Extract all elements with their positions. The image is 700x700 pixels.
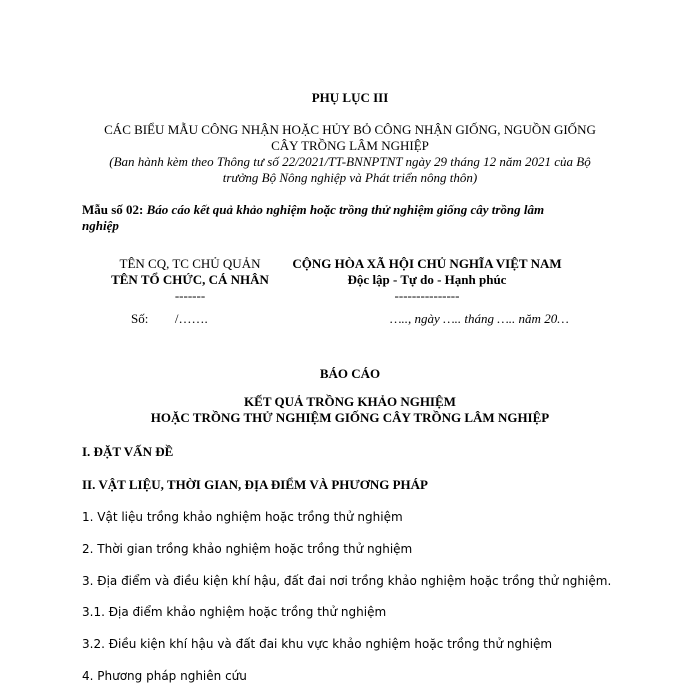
report-title: BÁO CÁO xyxy=(319,366,381,381)
appendix-heading-line1: CÁC BIỂU MẪU CÔNG NHẬN HOẶC HỦY BỎ CÔNG NHẬN GIỐNG, NGUỒN GIỐNG xyxy=(104,122,596,137)
item-3-1: 3.1. Địa điểm khảo nghiệm hoặc trồng thử nghiệm xyxy=(82,605,387,619)
section-heading-1: I. ĐẶT VẤN ĐỀ xyxy=(82,444,174,459)
agency-name: TÊN CQ, TC CHỦ QUẢN xyxy=(119,256,261,271)
form-title-line1 xyxy=(82,202,544,218)
national-motto: Độc lập - Tự do - Hạnh phúc xyxy=(347,272,507,287)
date-line: ….., ngày ….. tháng ….. năm 20… xyxy=(390,311,569,326)
form-title-line2: nghiệp xyxy=(82,218,119,233)
appendix-title: PHỤ LỤC III xyxy=(311,90,389,105)
item-1: 1. Vật liệu trồng khảo nghiệm hoặc trồng thử nghiệm xyxy=(82,510,403,524)
report-subtitle-line1: KẾT QUẢ TRỒNG KHẢO NGHIỆM xyxy=(244,394,456,409)
appendix-heading-line2: CÂY TRỒNG LÂM NGHIỆP xyxy=(271,138,429,153)
form-label: Mẫu số 02: xyxy=(82,202,144,217)
organization-name: TÊN TỔ CHỨC, CÁ NHÂN xyxy=(111,272,269,287)
item-3-2: 3.2. Điều kiện khí hậu và đất đai khu vực khảo nghiệm hoặc trồng thử nghiệm xyxy=(82,637,553,651)
number-label: Số: xyxy=(131,311,149,326)
appendix-issued-line1: (Ban hành kèm theo Thông tư số 22/2021/TT-BNNPTNT ngày 29 tháng 12 năm 2021 của Bộ xyxy=(109,154,591,169)
section-heading-2: II. VẬT LIỆU, THỜI GIAN, ĐỊA ĐIỂM VÀ PHƯƠNG PHÁP xyxy=(82,477,428,492)
item-2: 2. Thời gian trồng khảo nghiệm hoặc trồng thử nghiệm xyxy=(82,542,413,556)
report-subtitle-line2: HOẶC TRỒNG THỬ NGHIỆM GIỐNG CÂY TRỒNG LÂM NGHIỆP xyxy=(150,410,550,425)
item-4: 4. Phương pháp nghiên cứu xyxy=(82,669,247,683)
number-value: /……. xyxy=(174,311,208,326)
national-title: CỘNG HÒA XÃ HỘI CHỦ NGHĨA VIỆT NAM xyxy=(292,256,562,271)
right-divider: --------------- xyxy=(394,288,460,303)
item-3: 3. Địa điểm và điều kiện khí hậu, đất đai nơi trồng khảo nghiệm hoặc trồng thử nghiệm. xyxy=(82,574,612,588)
document-number xyxy=(131,311,208,327)
form-title-text: Báo cáo kết quả khảo nghiệm hoặc trồng thử nghiệm giống cây trồng lâm xyxy=(146,202,545,217)
appendix-issued-line2: trưởng Bộ Nông nghiệp và Phát triển nông thôn) xyxy=(222,170,478,185)
left-divider: ------- xyxy=(174,288,206,303)
